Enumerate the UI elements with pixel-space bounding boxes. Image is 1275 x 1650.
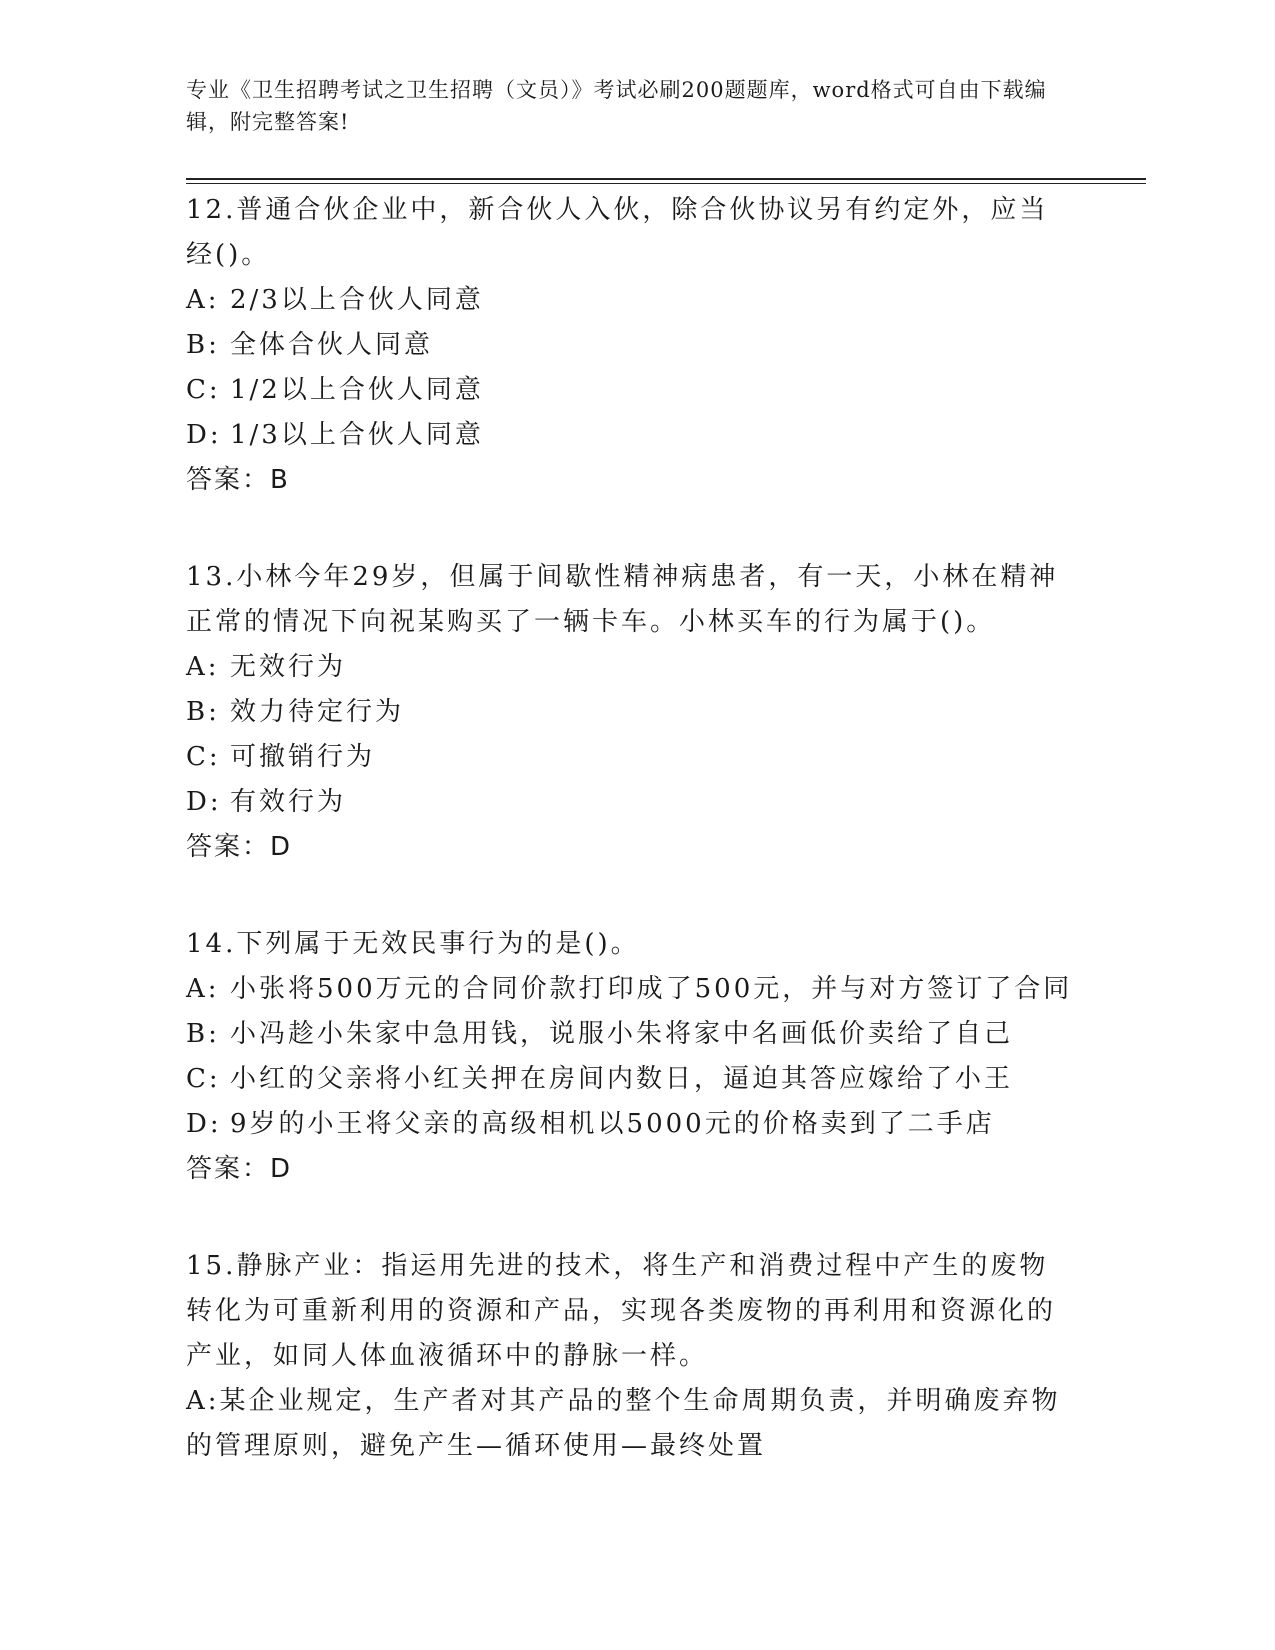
option-d xyxy=(186,1102,1076,1147)
document-header: 专业《卫生招聘考试之卫生招聘（文员）》考试必刷200题题库，word格式可自由下载编辑，附完整答案! xyxy=(186,78,1047,134)
option-d xyxy=(186,780,1076,825)
option-letter: A: xyxy=(186,974,220,1004)
question-stem: 12.普通合伙企业中，新合伙人入伙，除合伙协议另有约定外，应当经()。 xyxy=(186,195,1049,270)
option-b xyxy=(186,323,1076,368)
answer-line: 答案：D xyxy=(186,832,293,862)
option-letter: C: xyxy=(186,1064,221,1094)
question-item xyxy=(186,188,1076,503)
answer-line: 答案：D xyxy=(186,1154,293,1184)
header-divider-thick xyxy=(186,178,1146,180)
option-letter: D: xyxy=(186,1109,222,1139)
option-c xyxy=(186,1057,1076,1102)
option-letter: D: xyxy=(186,787,222,817)
option-text: 1/2以上合伙人同意 xyxy=(230,375,484,405)
option-text: 某企业规定，生产者对其产品的整个生命周期负责，并明确废弃物的管理原则，避免产生—循环使用—最终处置 xyxy=(186,1386,1061,1461)
option-letter: C: xyxy=(186,742,221,772)
option-letter: B: xyxy=(186,330,220,360)
option-text: 1/3以上合伙人同意 xyxy=(230,420,484,450)
question-stem: 14.下列属于无效民事行为的是()。 xyxy=(186,929,640,959)
option-text: 有效行为 xyxy=(230,787,347,817)
option-text: 效力待定行为 xyxy=(230,697,405,727)
question-item xyxy=(186,922,1076,1192)
option-letter: B: xyxy=(186,697,220,727)
question-stem: 13.小林今年29岁，但属于间歇性精神病患者，有一天，小林在精神正常的情况下向祝某购买了一辆卡车。小林买车的行为属于()。 xyxy=(186,562,1059,637)
option-a xyxy=(186,967,1076,1012)
option-text: 全体合伙人同意 xyxy=(230,330,434,360)
option-b xyxy=(186,690,1076,735)
option-text: 小冯趁小朱家中急用钱，说服小朱将家中名画低价卖给了自己 xyxy=(230,1019,1014,1049)
option-a xyxy=(186,278,1076,323)
option-d xyxy=(186,413,1076,458)
option-letter: B: xyxy=(186,1019,220,1049)
option-text: 9岁的小王将父亲的高级相机以5000元的价格卖到了二手店 xyxy=(230,1109,995,1139)
question-stem: 15.静脉产业：指运用先进的技术，将生产和消费过程中产生的废物转化为可重新利用的资源和产品，实现各类废物的再利用和资源化的产业，如同人体血液循环中的静脉一样。 xyxy=(186,1251,1057,1371)
option-letter: D: xyxy=(186,420,222,450)
option-c xyxy=(186,368,1076,413)
option-c xyxy=(186,735,1076,780)
option-a xyxy=(186,645,1076,690)
option-text: 可撤销行为 xyxy=(230,742,376,772)
option-letter: A: xyxy=(186,285,220,315)
option-text: 小张将500万元的合同价款打印成了500元，并与对方签订了合同 xyxy=(230,974,1073,1004)
header-divider-thin xyxy=(186,183,1146,184)
option-letter: C: xyxy=(186,375,221,405)
option-text: 小红的父亲将小红关押在房间内数日，逼迫其答应嫁给了小王 xyxy=(230,1064,1014,1094)
option-text: 无效行为 xyxy=(230,652,347,682)
question-item xyxy=(186,1244,1076,1469)
question-list xyxy=(186,188,1076,1469)
option-letter: A: xyxy=(186,1386,220,1416)
option-a xyxy=(186,1379,1076,1469)
option-b xyxy=(186,1012,1076,1057)
question-item xyxy=(186,555,1076,870)
option-letter: A: xyxy=(186,652,220,682)
answer-line: 答案：B xyxy=(186,465,290,495)
option-text: 2/3以上合伙人同意 xyxy=(230,285,484,315)
